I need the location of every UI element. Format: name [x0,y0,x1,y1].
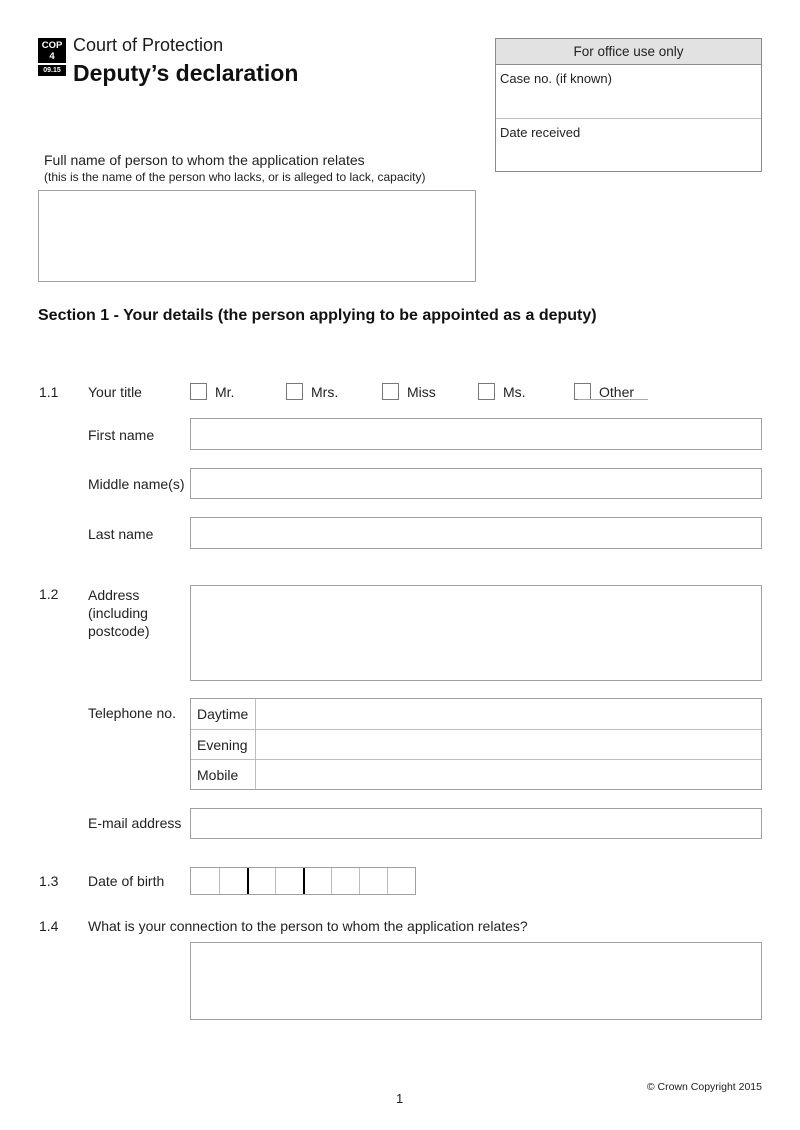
section-1-title: Section 1 - Your details (the person applying to be appointed as a deputy) [38,307,597,324]
telephone-label: Telephone no. [88,705,176,721]
checkbox-mr[interactable] [190,383,207,400]
date-received-field[interactable] [496,118,761,171]
checkbox-mrs[interactable] [286,383,303,400]
your-title-label: Your title [88,384,142,400]
last-name-field[interactable] [190,517,762,549]
date-of-birth-label: Date of birth [88,873,165,889]
telephone-daytime-label: Daytime [191,699,256,729]
question-number-1-2: 1.2 [39,586,59,602]
case-number-label: Case no. (if known) [500,71,612,86]
form-code-badge [38,38,66,76]
checkbox-ms[interactable] [478,383,495,400]
person-name-sublabel: (this is the name of the person who lacks, or is alleged to lack, capacity) [44,170,426,184]
telephone-daytime-field[interactable] [256,699,761,729]
dob-day-digit-2[interactable] [219,868,247,894]
page-number: 1 [396,1091,404,1106]
telephone-mobile-field[interactable] [256,760,761,789]
form-code: COP [41,40,63,51]
form-version: 09.15 [38,65,66,76]
other-title-input[interactable] [578,399,648,400]
connection-label: What is your connection to the person to whom the application relates? [88,918,528,934]
middle-name-label: Middle name(s) [88,476,185,492]
dob-day-digit-1[interactable] [191,868,219,894]
address-field[interactable] [190,585,762,681]
form-number: 4 [49,51,55,62]
date-received-label: Date received [500,125,581,140]
telephone-row-daytime [191,699,761,729]
title-option-miss[interactable]: Miss [382,383,462,400]
first-name-label: First name [88,427,155,443]
telephone-row-mobile [191,759,761,789]
title-option-other[interactable]: Other [574,383,634,400]
title-option-mr[interactable]: Mr. [190,383,270,400]
title-option-ms[interactable]: Ms. [478,383,558,400]
dob-year-digit-3[interactable] [359,868,387,894]
form-title: Deputy’s declaration [73,60,299,86]
office-use-box [495,38,762,172]
telephone-evening-label: Evening [191,730,256,759]
question-number-1-4: 1.4 [39,918,59,934]
title-option-mrs[interactable]: Mrs. [286,383,366,400]
checkbox-miss[interactable] [382,383,399,400]
middle-name-field[interactable] [190,468,762,499]
person-name-label: Full name of person to whom the application relates [44,152,365,168]
question-number-1-3: 1.3 [39,873,59,889]
dob-month-digit-1[interactable] [247,868,275,894]
checkbox-other[interactable] [574,383,591,400]
date-of-birth-field[interactable] [190,867,416,895]
copyright-notice: © Crown Copyright 2015 [646,1081,762,1093]
dob-year-digit-2[interactable] [331,868,359,894]
telephone-evening-field[interactable] [256,730,761,759]
question-number-1-1: 1.1 [39,384,59,400]
title-options [190,383,650,400]
organisation-name: Court of Protection [73,35,224,55]
person-name-field[interactable] [38,190,476,282]
email-label: E-mail address [88,815,182,831]
connection-field[interactable] [190,942,762,1020]
telephone-mobile-label: Mobile [191,760,256,789]
telephone-row-evening [191,729,761,759]
first-name-field[interactable] [190,418,762,450]
dob-month-digit-2[interactable] [275,868,303,894]
case-number-field[interactable] [496,65,761,118]
email-field[interactable] [190,808,762,839]
dob-year-digit-4[interactable] [387,868,415,894]
last-name-label: Last name [88,526,154,542]
address-label: Address (including postcode) [88,587,150,639]
telephone-table [190,698,762,790]
dob-year-digit-1[interactable] [303,868,331,894]
office-use-heading: For office use only [496,39,761,65]
